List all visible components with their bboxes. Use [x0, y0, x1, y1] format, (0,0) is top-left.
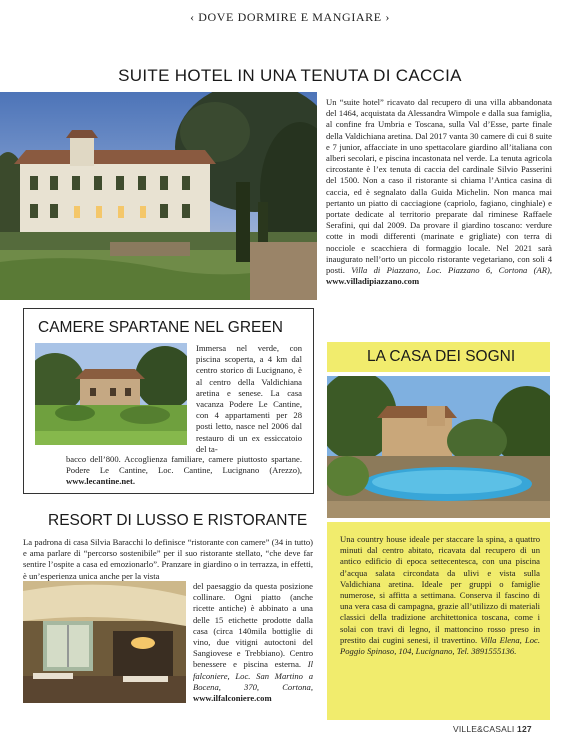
resort-body-wide: La padrona di casa Silvia Baracchi lo definisce “ristorante con camere” (34 in tutto) e ama parlare di “percorso sostenibile” per il suo ristorante stellato, “che deve far sentire l’ospite a casa ed emozionarlo”. Pranzare in giardino o in terrazza, in effetti, è un’esperienza unica anche per la vista [23, 537, 313, 581]
resort-url[interactable]: www.ilfalconiere.com [193, 693, 272, 704]
green-box-body-wide: bacco dell’800. Accoglienza familiare, camere piuttosto spartane. Podere Le Cantine, Loc. Cantine, Lucignano (Arezzo), [66, 454, 302, 476]
resort-body-wide-wrap [23, 537, 313, 582]
green-box-body-col: Immersa nel verde, con piscina scoperta, a 4 km dal centro storico di Lucignano, è al centro della Valdichiana aretina e senese. La casa vacanza Podere Le Cantine, con 4 appartamenti per 28 posti letto, nasce nel 2006 dal restauro di un ex essiccatoio del ta- [196, 343, 302, 454]
green-box-body-wide-wrap [66, 454, 302, 488]
page-footer [453, 724, 532, 734]
sogni-photo [327, 376, 550, 518]
resort-title: RESORT DI LUSSO E RISTORANTE [48, 512, 308, 529]
main-title: SUITE HOTEL IN UNA TENUTA DI CACCIA [118, 66, 462, 85]
sogni-credit: Villa Elena, Loc. Poggio Spinoso, 104, Lucignano, Tel. 3891555136. [340, 634, 540, 657]
green-box-url[interactable]: www.lecantine.net. [66, 476, 135, 487]
resort-photo [23, 581, 186, 703]
green-box-body [196, 343, 302, 455]
cantine-photo [35, 343, 187, 445]
main-article-body: Un “suite hotel” ricavato dal recupero di una villa abbandonata del 1464, acquistata da Alessandra Wimpole e dalla sua famiglia, al confine fra Umbria e Toscana, sulla Val d’Esse, parte finale della Valdichiana aretina. Dal 2017 vanta 30 camere di cui 8 suite e 7 junior, affacciate in uno spettacolare giardino all’italiana con alberi secolari, e piscina incastonata nel verde. La tenuta agricola circostante è l’ex tenuta di caccia del cardinale Silvio Passerini del 1500. Non a caso il ristorante si chiama l’Antica casina di caccia, ed è segnalato dalla Guida Michelin. Non manca mai pertanto un piatto di cacciagione (capriolo, fagiano, cinghiale) e portate dedicate al territorio preparate dal riminese Raffaele Serafini, qui dal 2009. Da provare il giardino toscano: verdure cotte in modi differenti (marinate e grigliate) con terra di nocciole e scacchiera di formaggio locale. Nel 2021 sarà inaugurato nell’orto un piccolo ristorante vegetariano, con soli 4 posti. [326, 97, 552, 276]
sogni-body-wrap [340, 534, 540, 657]
villa-photo [0, 92, 317, 300]
main-article-url[interactable]: www.villadipiazzano.com [326, 276, 420, 287]
resort-body-col-wrap [193, 581, 313, 704]
sogni-title-box [327, 342, 550, 372]
magazine-name: VILLE&CASALI [453, 724, 515, 734]
resort-credit: Il falconiere, Loc. San Martino a Bocena, 370, Cortona, [193, 659, 313, 692]
page-number: 127 [517, 724, 532, 734]
main-article [326, 97, 552, 287]
section-tag: ‹ DOVE DORMIRE E MANGIARE › [190, 10, 390, 24]
sogni-title: LA CASA DEI SOGNI [367, 348, 516, 365]
main-article-credit: Villa di Piazzano, Loc. Piazzano 6, Cortona (AR), [351, 265, 552, 276]
sogni-body: Una country house ideale per staccare la spina, a quattro minuti dal centro abitato, ricavata dal recupero di un antico edificio di epoca settecentesca, con una piscina d’acqua salata circondata da ulivi e vista sulla Valdichiana aretina. Ideale per gruppi o famiglie numerose, si affitta a settimana. Conserva il fascino di una vera casa di campagna, grazie all’utilizzo di materiali classici della tradizione architettonica toscana, come i solai con travi di legno, il mattoncino rosso preso in prestito dai cugini senesi, il travertino. [340, 534, 540, 645]
green-box-title: CAMERE SPARTANE NEL GREEN [38, 319, 283, 336]
resort-body-col: del paesaggio da questa posizione collinare. Ogni piatto (anche ricette antiche) è abbinato a una delle 15 etichette prodotte dalla casa (circa 140mila bottiglie di vino, due vitigni autoctoni del Sangiovese e Trebbiano). Centro benessere e piscina esterna. [193, 581, 313, 670]
